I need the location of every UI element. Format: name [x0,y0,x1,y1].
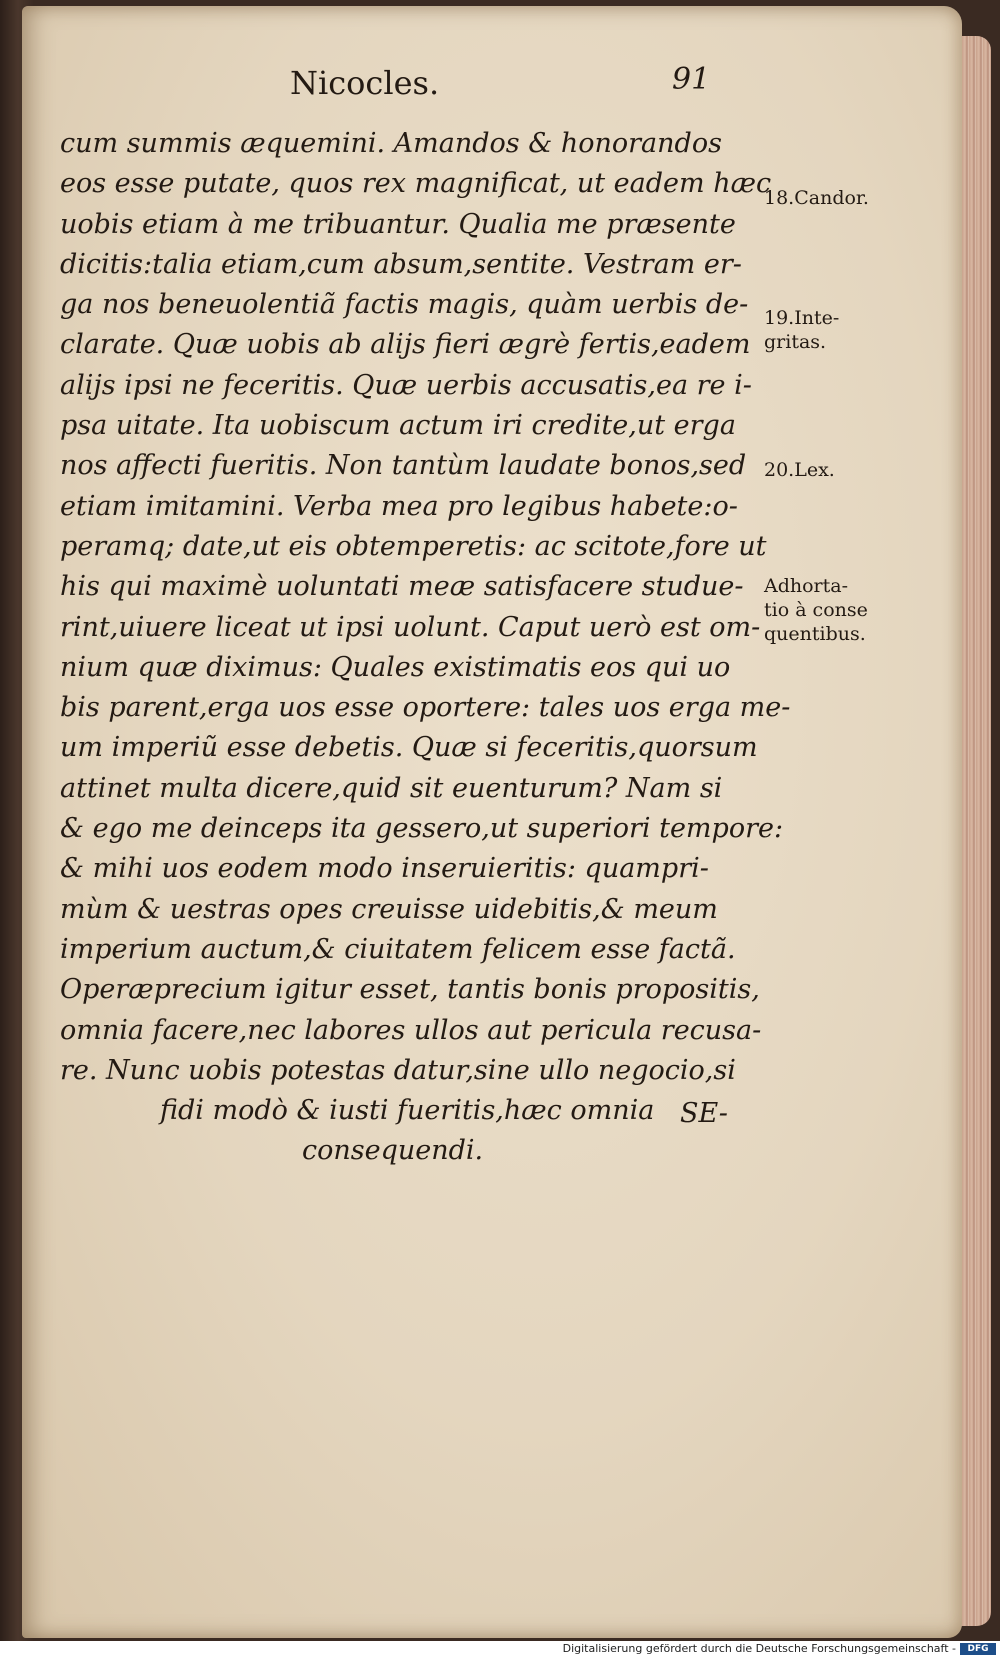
margin-note-integritas: 19.Inte- gritas. [764,307,840,353]
text-line: & ego me deinceps ita gessero,ut superiori tempore: [60,813,784,845]
text-line: peramq; date,ut eis obtemperetis: ac scitote,fore ut [60,530,767,562]
text-line: re. Nunc uobis potestas datur,sine ullo negocio,si [60,1054,736,1086]
page-number: 91 [672,62,711,97]
text-line: mùm & uestras opes creuisse uidebitis,& meum [60,893,718,925]
text-line: alijs ipsi ne feceritis. Quæ uerbis accusatis,ea re i- [60,369,752,401]
digitization-footer [0,1641,1000,1657]
text-line: bis parent,erga uos esse oportere: tales uos erga me- [60,692,791,724]
text-line: nos affecti fueritis. Non tantùm laudate bonos,sed [60,450,747,482]
text-line: cum summis æquemini. Amandos & honorandos [60,128,722,159]
book-page [22,6,962,1638]
margin-note-lex: 20.Lex. [764,459,835,481]
text-line: uobis etiam à me tribuantur. Qualia me præsente [60,208,736,240]
footer-credit: Digitalisierung gefördert durch die Deutsche Forschungsgemeinschaft - [562,1642,956,1655]
margin-note-adhortatio: Adhorta- tio à conse quentibus. [764,575,868,645]
text-line: rint,uiuere liceat ut ipsi uolunt. Caput uerò est om- [60,611,761,643]
text-line: um imperiũ esse debetis. Quæ si feceritis,quorsum [60,732,758,764]
text-line: attinet multa dicere,quid sit euenturum? Nam si [60,772,723,804]
text-line: imperium auctum,& ciuitatem felicem esse factã. [60,933,736,965]
text-line: ga nos beneuolentiã factis magis, quàm uerbis de- [60,289,749,321]
catchword: SE- [680,1098,728,1129]
text-line: etiam imitamini. Verba mea pro legibus habete:o- [60,490,738,522]
text-line: & mihi uos eodem modo inseruieritis: quampri- [60,853,709,885]
text-line: clarate. Quæ uobis ab alijs fieri ægrè fertis,eadem [60,329,751,361]
text-line: dicitis:talia etiam,cum absum,sentite. Vestram er- [60,248,742,280]
text-line: omnia facere,nec labores ullos aut pericula recusa- [60,1014,762,1046]
running-title: Nicocles. [290,64,440,102]
body-text [60,124,791,1172]
text-line: psa uitate. Ita uobiscum actum iri credite,ut erga [60,410,736,442]
text-line: nium quæ diximus: Quales existimatis eos qui uo [60,651,731,683]
text-line: his qui maximè uoluntati meæ satisfacere studue- [60,571,744,603]
text-line: Operæprecium igitur esset, tantis bonis propositis, [60,974,760,1006]
closing-line: fidi modò & iusti fueritis,hæc omnia [160,1095,655,1127]
dfg-logo: DFG [960,1643,996,1655]
text-line: eos esse putate, quos rex magnificat, ut eadem hæc [60,168,772,200]
closing-line: consequendi. [302,1135,484,1167]
margin-note-candor: 18.Candor. [764,187,869,209]
